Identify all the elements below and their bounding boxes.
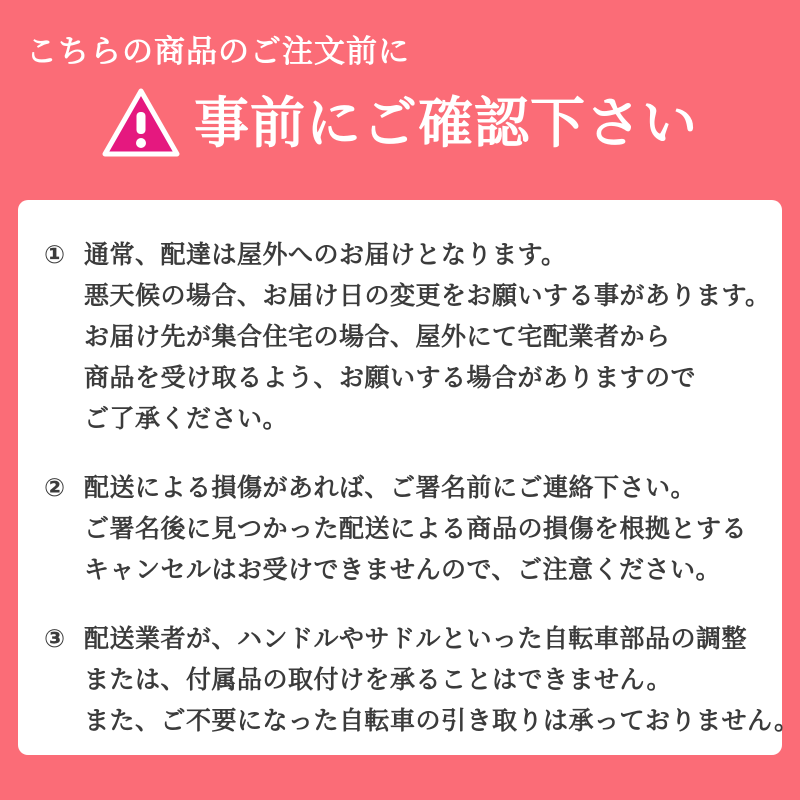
notice-lines: [84, 467, 756, 590]
notice-marker: ③: [44, 624, 66, 653]
warning-triangle-icon: [102, 88, 180, 158]
notice-line: 通常、配達は屋外へのお届けとなります。: [84, 240, 567, 269]
notice-lines: [84, 618, 800, 741]
notice-line: お届け先が集合住宅の場合、屋外にて宅配業者から: [84, 322, 671, 351]
notice-line: または、付属品の取付けを承ることはできません。: [84, 665, 673, 694]
notice-marker: ①: [44, 240, 66, 269]
notice-line: 配送による損傷があれば、ご署名前にご連絡下さい。: [84, 473, 697, 502]
headline-block: [0, 88, 800, 158]
notice-lines: [84, 234, 771, 439]
notice-item: [44, 234, 771, 439]
notice-line: 商品を受け取るよう、お願いする場合がありますので: [84, 363, 697, 392]
notice-line: また、ご不要になった自転車の引き取りは承っておりません。: [84, 706, 800, 735]
top-lead-text: こちらの商品のご注文前に: [26, 34, 410, 70]
notice-line: ご了承ください。: [84, 404, 289, 433]
notice-line: 悪天候の場合、お届け日の変更をお願いする事があります。: [84, 281, 771, 310]
notice-line: 配送業者が、ハンドルやサドルといった自転車部品の調整: [84, 624, 748, 653]
notice-card: [18, 200, 800, 755]
headline-text: 事前にご確認下さい: [193, 90, 698, 155]
notice-item: [44, 467, 756, 590]
notice-line: ご署名後に見つかった配送による商品の損傷を根拠とする: [84, 514, 748, 543]
notice-line: キャンセルはお受けできませんので、ご注意ください。: [84, 555, 722, 584]
notice-marker: ②: [44, 473, 66, 502]
notice-item: [44, 618, 800, 741]
